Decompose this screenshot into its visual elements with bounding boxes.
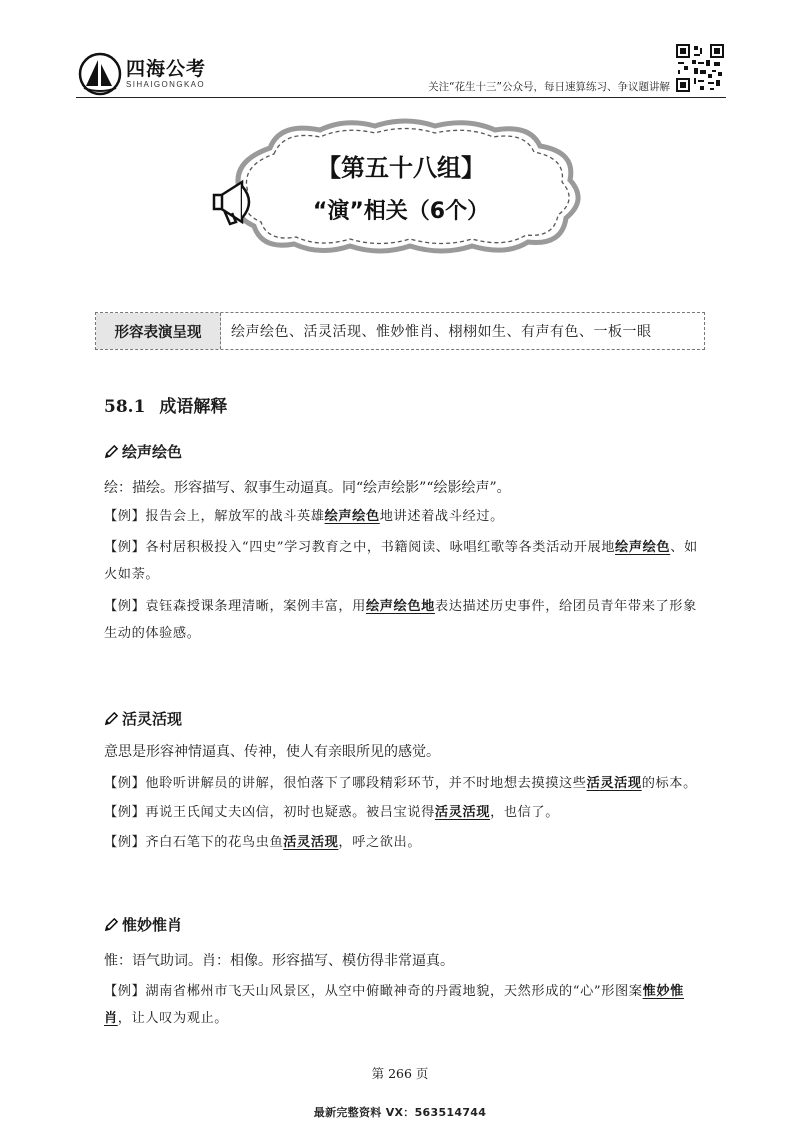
example-sentence: 【例】湖南省郴州市飞天山风景区，从空中俯瞰神奇的丹霞地貌，天然形成的“心”形图案惟妙惟肖，让人叹为观止。 <box>104 984 684 1026</box>
summary-idioms: 绘声绘色、活灵活现、惟妙惟肖、栩栩如生、有声有色、一板一眼 <box>231 324 652 340</box>
idiom-heading <box>104 914 182 935</box>
idiom-name: 惟妙惟肖 <box>122 916 183 934</box>
example-keyword: 绘声绘色 <box>324 509 380 524</box>
footer-promo: 最新完整资料 VX：563514744 <box>313 1106 487 1119</box>
idiom-definition: 惟：语气助词。肖：相像。形容描写、模仿得非常逼真。 <box>104 953 454 969</box>
header-slogan: 关注“花生十三”公众号，每日速算练习、争议题讲解 <box>428 81 670 93</box>
brand-name: 四海公考 <box>126 58 207 80</box>
example-keyword: 活灵活现 <box>586 776 642 791</box>
example-sentence: 【例】齐白石笔下的花鸟虫鱼活灵活现，呼之欲出。 <box>104 835 422 850</box>
section-number: 58.1 <box>104 397 146 417</box>
example-sentence: 【例】再说王氏闻丈夫凶信，初时也疑惑。被吕宝说得活灵活现，也信了。 <box>104 805 559 820</box>
summary-label: 形容表演呈现 <box>96 313 221 349</box>
section-title: 成语解释 <box>159 397 228 417</box>
example-keyword: 活灵活现 <box>434 805 491 820</box>
sailboat-logo-icon <box>78 52 122 96</box>
pencil-icon <box>104 711 119 726</box>
example-keyword: 绘声绘色地 <box>365 599 435 614</box>
example-sentence: 【例】各村居积极投入“四史”学习教育之中，书籍阅读、咏唱红歌等各类活动开展地绘声绘色、如火如荼。 <box>104 540 698 582</box>
example-keyword: 绘声绘色 <box>615 540 671 555</box>
group-title: 【第五十八组】 <box>317 154 485 182</box>
example-sentence: 【例】袁钰森授课条理清晰，案例丰富，用绘声绘色地表达描述历史事件，给团员青年带来了形象生动的体验感。 <box>104 599 697 641</box>
idiom-heading <box>104 708 182 729</box>
idiom-definition: 绘：描绘。形容描写、叙事生动逼真。同“绘声绘影”“绘影绘声”。 <box>104 480 511 496</box>
pencil-icon <box>104 444 119 459</box>
header-divider <box>76 97 726 98</box>
page-number: 第 266 页 <box>371 1066 429 1081</box>
section-heading <box>104 392 227 417</box>
example-sentence: 【例】他聆听讲解员的讲解，很怕落下了哪段精彩环节，并不时地想去摸摸这些活灵活现的标本。 <box>104 776 697 791</box>
example-keyword: 惟妙惟肖 <box>104 984 684 1026</box>
title-cloud-frame <box>210 118 592 256</box>
page-header <box>0 0 800 100</box>
qr-code-icon <box>676 44 724 92</box>
summary-table <box>95 312 705 350</box>
pencil-icon <box>104 917 119 932</box>
idiom-definition: 意思是形容神情逼真、传神，使人有亲眼所见的感觉。 <box>104 744 440 760</box>
idiom-name: 活灵活现 <box>122 710 183 728</box>
example-keyword: 活灵活现 <box>283 835 339 850</box>
example-sentence: 【例】报告会上，解放军的战斗英雄绘声绘色地讲述着战斗经过。 <box>104 509 504 524</box>
brand-name-en: SIHAIGONGKAO <box>126 80 206 89</box>
brand-logo <box>78 52 206 96</box>
idiom-name: 绘声绘色 <box>122 443 183 461</box>
idiom-heading <box>104 441 182 462</box>
topic-title: “演”相关（6个） <box>312 199 490 224</box>
